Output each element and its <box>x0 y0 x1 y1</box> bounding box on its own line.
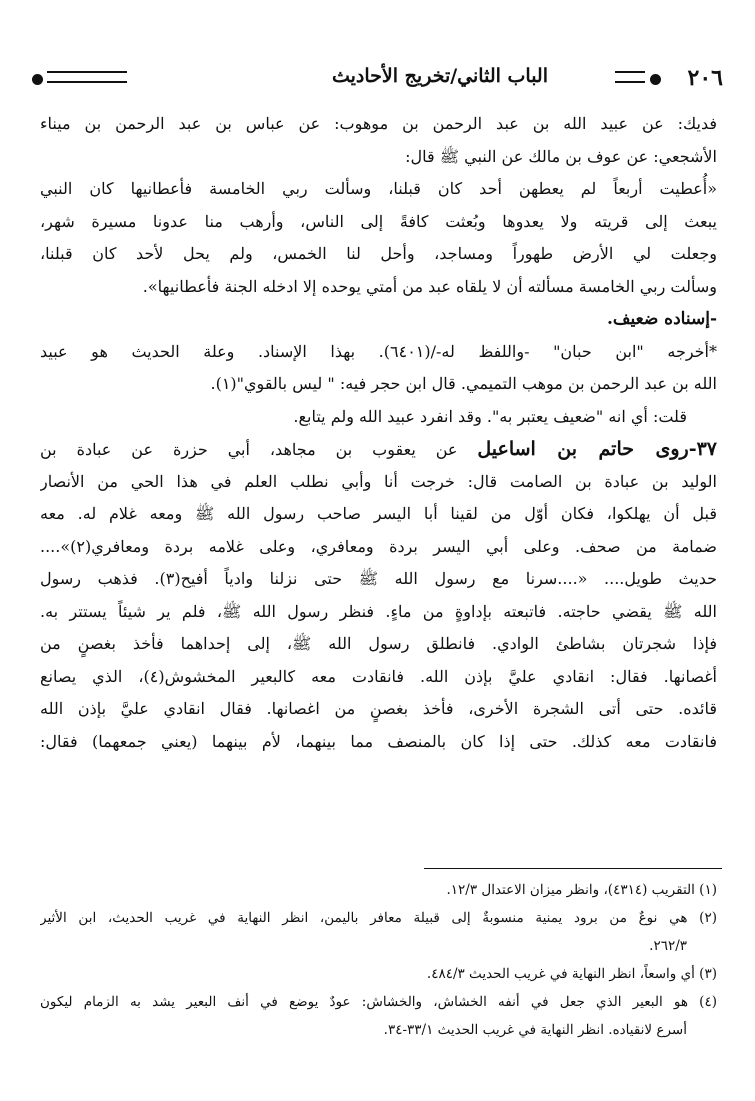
text-line: وجعلت لي الأرض طهوراً ومساجد، وأحل لنا الخمس، ولم يحل لأحد كان قبلنا، <box>40 244 717 263</box>
line-text: عن يعقوب بن مجاهد، أبي حزرة عن عبادة بن <box>40 440 458 459</box>
text-line: قائده. حتى أتى الشجرة الأخرى، فأخذ بغصنٍ من اغصانها. فقال انقادي عليَّ بإذن الله <box>40 699 717 718</box>
page-number: ٢٠٦ <box>687 65 723 91</box>
text-line: فانقادت معه كذلك. حتى إذا كان بالمنصف مما بينهما، لأم بينهما (يعني جمعهما) فقال: <box>40 731 717 751</box>
main-text <box>40 108 717 758</box>
text-line: الأشجعي: عن عوف بن مالك عن النبي ﷺ قال: <box>405 146 717 166</box>
narrator-heading: ٣٧-روى حاتم بن اساعيل <box>477 438 717 460</box>
text-line: وسألت ربي الخامسة مسألته أن لا يلقاه عبد من أمتي يوحده إلا ادخله الجنة فأعطانيها». <box>142 276 717 296</box>
footnote-line: ٢٦٢/٣. <box>649 938 687 954</box>
text-line: «أُعطيت أربعاً لم يعطهن أحد كان قبلنا، وسألت ربي الخامسة فأعطانيها كان النبي <box>40 179 717 198</box>
footnote-line: (٢) هي نوعٌ من برود يمنية منسوبةٌ إلى قبيلة معافر باليمن، انظر النهاية في غريب الحديث، ابن الأثير <box>40 910 717 926</box>
text-line: قبل أن يهلكوا، فكان أوّل من لقينا أبا اليسر صاحب رسول الله ﷺ ومعه غلام له. معه <box>40 504 717 523</box>
text-line: فإذا شجرتان بشاطئ الوادي. فانطلق رسول الله ﷺ، إلى إحداهما فأخذ بغصنٍ من <box>40 634 717 653</box>
running-header <box>30 62 723 98</box>
footnote-line: (١) التقريب (٤٣١٤)، وانظر ميزان الاعتدال ١٢/٣. <box>446 882 717 898</box>
header-double-rule-right <box>615 71 645 83</box>
footnote-line: (٣) أي واسعاً، انظر النهاية في غريب الحديث ٤٨٤/٣. <box>426 966 717 982</box>
footnote-separator <box>424 868 722 869</box>
footnotes <box>40 876 717 1044</box>
hadith-heading-line <box>40 433 717 466</box>
text-line: أغصانها. فقال: انقادي عليَّ بإذن الله. فانقادت معه كالبعير المخشوش(٤)، الذي يصانع <box>40 666 717 686</box>
chapter-title: الباب الثاني/تخريج الأحاديث <box>331 65 548 87</box>
text-line: حديث طويل.... «....سرنا مع رسول الله ﷺ حتى نزلنا وادياً أفيح(٣). فذهب رسول <box>40 569 717 588</box>
text-line: ضمامة من صحف. وعلى أبي اليسر بردة ومعافري، وعلى غلامه بردة ومعافري(٢)».... <box>40 536 717 556</box>
text-line: قلت: أي انه "ضعيف يعتبر به". وقد انفرد عبيد الله ولم يتابع. <box>293 406 687 426</box>
header-double-rule-left <box>47 71 127 83</box>
text-line: يبعث إلى قريته ولا يعدوها وبُعثت كافةً إلى الناس، وأرهب منا عدونا مسيرة شهر، <box>40 211 717 231</box>
text-line: *أخرجه "ابن حبان" -واللفظ له-/(٦٤٠١). بهذا الإسناد. وعلة الحديث هو عبيد <box>40 341 717 361</box>
header-ornament-dot-right <box>650 74 661 85</box>
text-line: فديك: عن عبيد الله بن عبد الرحمن بن موهوب: عن عباس بن عبد الرحمن بن ميناء <box>40 114 717 133</box>
header-ornament-dot-left <box>32 74 43 85</box>
text-line: الوليد بن عبادة بن الصامت قال: خرجت أنا وأبي نطلب العلم في هذا الحي من الأنصار <box>40 471 717 491</box>
text-line: -إسناده ضعيف. <box>606 309 717 329</box>
footnote-line: (٤) هو البعير الذي جعل في أنفه الخشاش، والخشاش: عودٌ يوضع في أنف البعير يشد به الزمام ليكون <box>40 994 717 1010</box>
footnote-line: أسرع لانقياده. انظر النهاية في غريب الحديث ٣٣/١-٣٤. <box>383 1022 687 1038</box>
text-line: الله بن عبد الرحمن بن موهب التميمي. قال ابن حجر فيه: " ليس بالقوي"(١). <box>210 374 717 393</box>
text-line: الله ﷺ يقضي حاجته. فاتبعته بإداوةٍ من ماءٍ. فنظر رسول الله ﷺ، فلم ير شيئاً يستتر به. <box>40 601 717 621</box>
